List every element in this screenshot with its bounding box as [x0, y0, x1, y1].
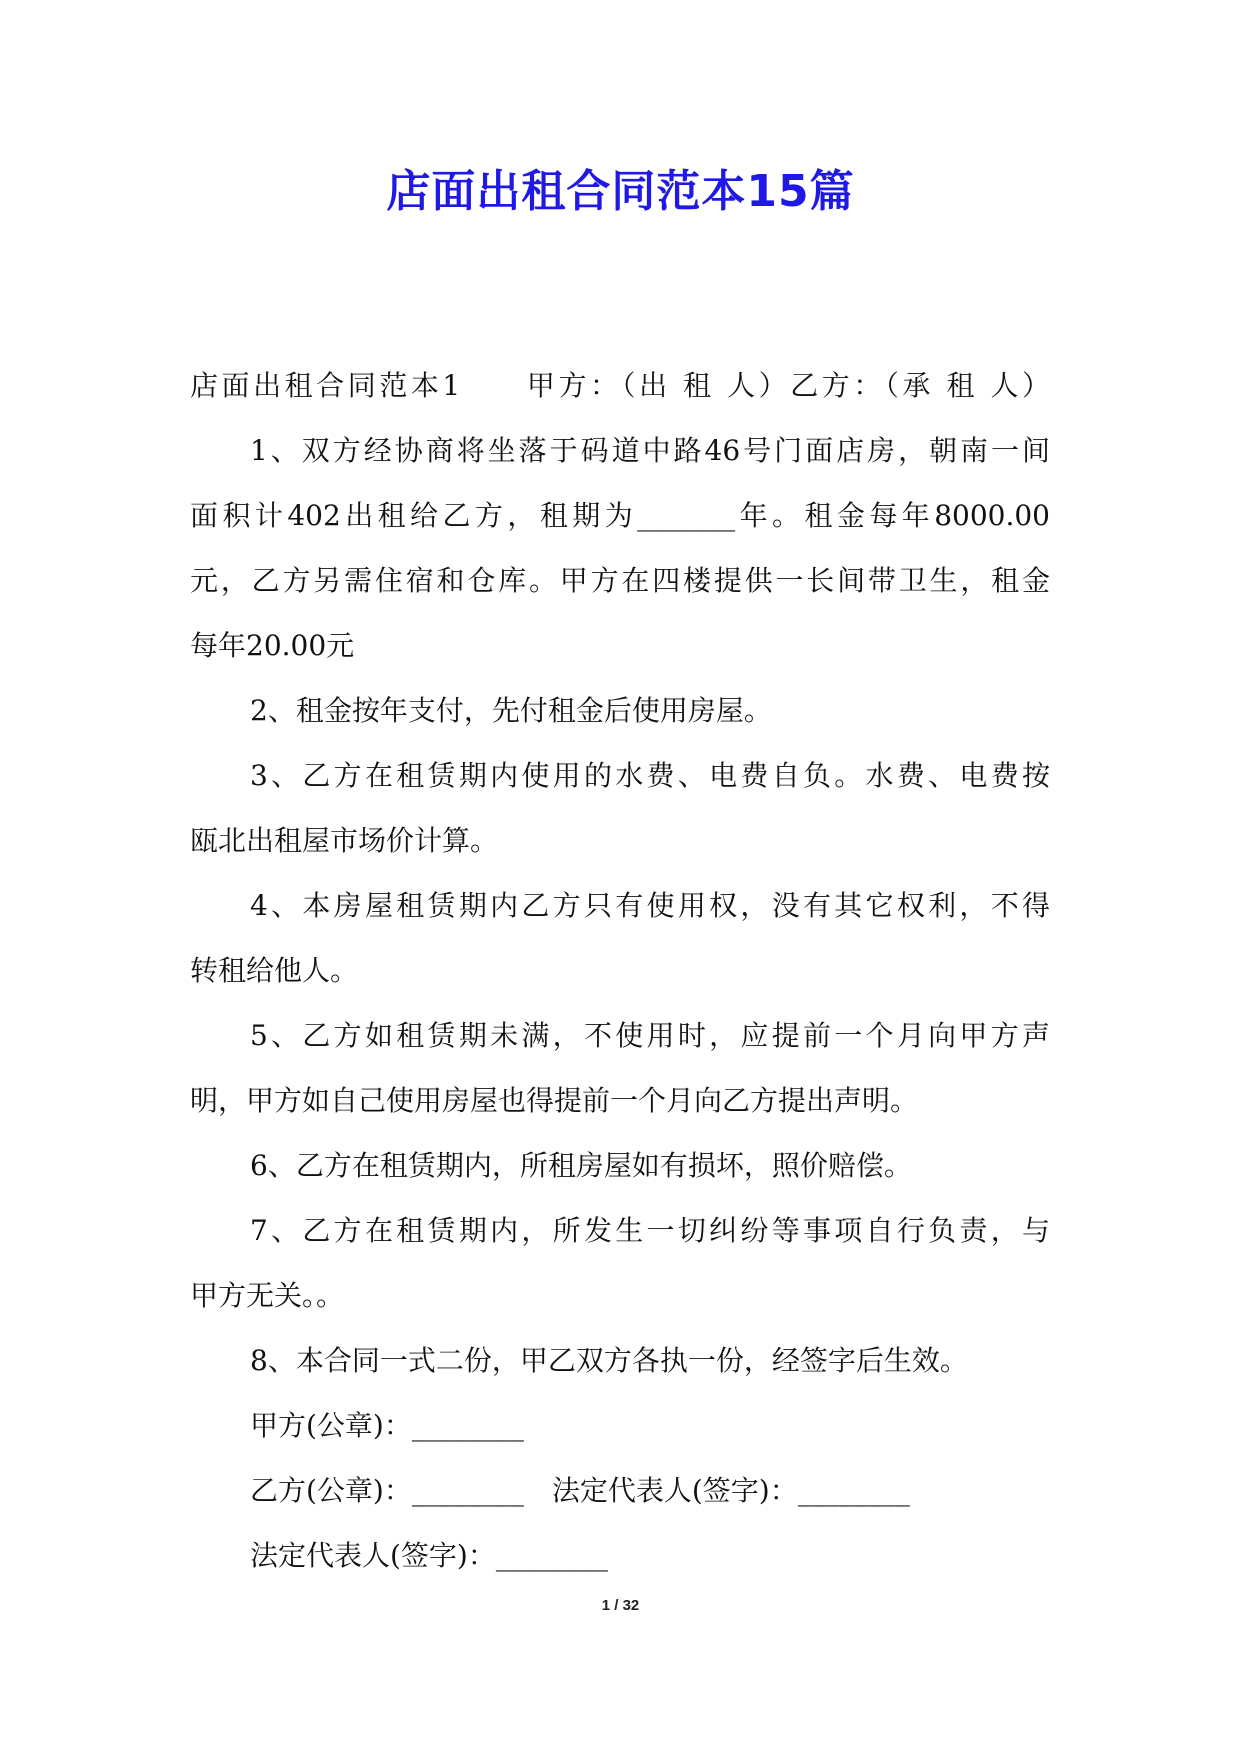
page-number: 1 / 32: [601, 1597, 640, 1614]
text-line: 甲方无关。。: [190, 1279, 345, 1312]
signature-line-party-a: 甲方(公章)：________: [250, 1409, 524, 1442]
text-line: 6、乙方在租赁期内，所租房屋如有损坏，照价赔偿。: [250, 1149, 912, 1182]
text-line: 面积计402出租给乙方，租期为_______年。租金每年8000.00: [190, 499, 1050, 532]
document-body: [190, 353, 1050, 1588]
text-line: 每年20.00元: [190, 629, 355, 662]
text-line: 元，乙方另需住宿和仓库。甲方在四楼提供一长间带卫生，租金: [190, 564, 1050, 597]
signature-line-legal-rep: 法定代表人(签字)：________: [250, 1539, 608, 1572]
text-line: 瓯北出租屋市场价计算。: [190, 824, 499, 857]
document-title: 店面出租合同范本15篇: [386, 166, 855, 217]
signature-line-party-b: 乙方(公章)：________ 法定代表人(签字)：________: [250, 1474, 910, 1507]
text-line: 4、本房屋租赁期内乙方只有使用权，没有其它权利，不得: [250, 889, 1050, 922]
text-line: 转租给他人。: [190, 954, 359, 987]
text-line: 1、双方经协商将坐落于码道中路46号门面店房，朝南一间: [250, 434, 1050, 467]
text-line: 店面出租合同范本1 甲方：（出 租 人）乙方：（承 租 人）: [190, 369, 1050, 402]
text-line: 明，甲方如自己使用房屋也得提前一个月向乙方提出声明。: [190, 1084, 919, 1117]
text-line: 2、租金按年支付，先付租金后使用房屋。: [250, 694, 772, 727]
text-line: 5、乙方如租赁期未满，不使用时，应提前一个月向甲方声: [250, 1019, 1050, 1052]
text-line: 8、本合同一式二份，甲乙双方各执一份，经签字后生效。: [250, 1344, 968, 1377]
text-line: 3、乙方在租赁期内使用的水费、电费自负。水费、电费按: [250, 759, 1050, 792]
text-line: 7、乙方在租赁期内，所发生一切纠纷等事项自行负责，与: [250, 1214, 1050, 1247]
